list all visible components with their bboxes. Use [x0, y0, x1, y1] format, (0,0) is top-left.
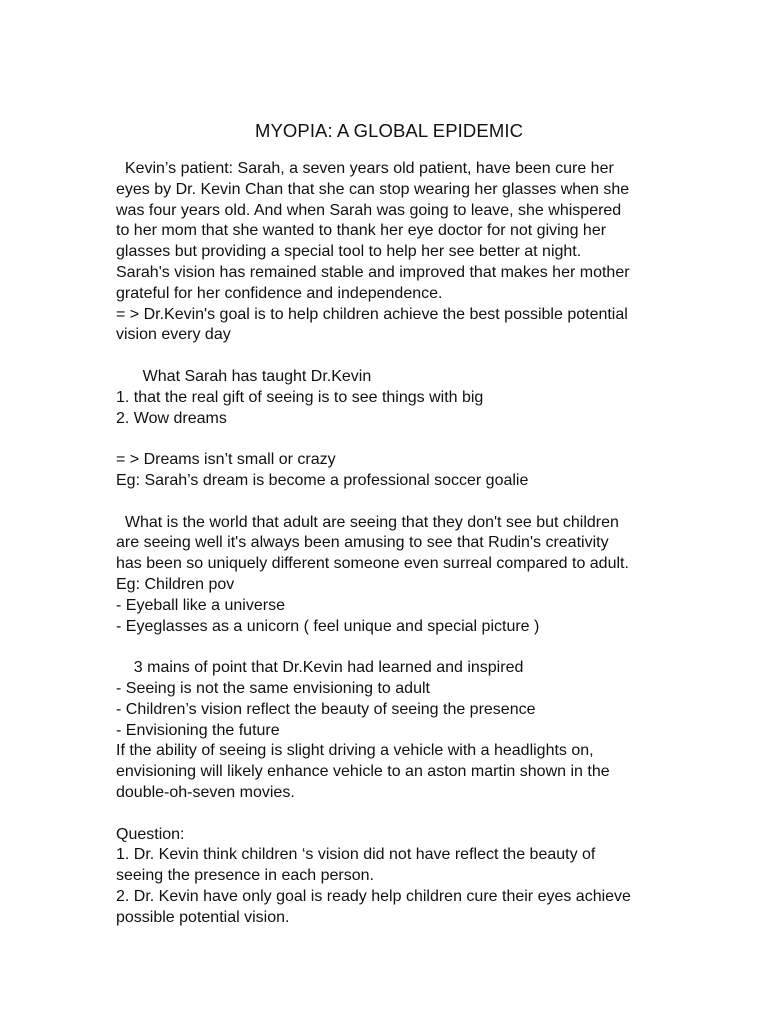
document-body: [116, 159, 656, 928]
text-line: has been so uniquely different someone even surreal compared to adult.: [116, 555, 629, 573]
text-line: 3 mains of point that Dr.Kevin had learned and inspired: [116, 659, 524, 677]
text-line: What Sarah has taught Dr.Kevin: [116, 367, 372, 385]
text-line: was four years old. And when Sarah was going to leave, she whispered: [116, 201, 622, 219]
blank-line: [116, 804, 656, 825]
text-line: = > Dr.Kevin's goal is to help children achieve the best possible potential: [116, 305, 628, 323]
text-line: double-oh-seven movies.: [116, 783, 295, 801]
text-line: - Children’s vision reflect the beauty of seeing the presence: [116, 700, 536, 718]
text-line: eyes by Dr. Kevin Chan that she can stop wearing her glasses when she: [116, 180, 630, 198]
text-line: What is the world that adult are seeing that they don't see but children: [116, 513, 619, 531]
blank-line: [116, 637, 656, 658]
text-line: glasses but providing a special tool to help her see better at night.: [116, 243, 582, 261]
blank-line: [116, 429, 656, 450]
text-line: 2. Wow dreams: [116, 409, 227, 427]
text-line: envisioning will likely enhance vehicle to an aston martin shown in the: [116, 763, 610, 781]
text-line: If the ability of seeing is slight driving a vehicle with a headlights on,: [116, 742, 594, 760]
blank-line: [116, 346, 656, 367]
text-line: - Eyeball like a universe: [116, 596, 285, 614]
blank-line: [116, 492, 656, 513]
text-line: 1. Dr. Kevin think children ‘s vision did not have reflect the beauty of: [116, 846, 596, 864]
text-line: possible potential vision.: [116, 908, 290, 926]
text-line: grateful for her confidence and independence.: [116, 284, 443, 302]
text-line: are seeing well it's always been amusing to see that Rudin's creativity: [116, 534, 609, 552]
text-line: seeing the presence in each person.: [116, 867, 374, 885]
text-line: Question:: [116, 825, 185, 843]
text-line: Eg: Children pov: [116, 575, 235, 593]
document-title: MYOPIA: A GLOBAL EPIDEMIC: [254, 120, 524, 141]
text-line: - Envisioning the future: [116, 721, 280, 739]
text-line: Sarah's vision has remained stable and improved that makes her mother: [116, 263, 630, 281]
text-line: 2. Dr. Kevin have only goal is ready help children cure their eyes achieve: [116, 887, 631, 905]
text-line: - Seeing is not the same envisioning to adult: [116, 679, 430, 697]
text-line: Kevin’s patient: Sarah, a seven years old patient, have been cure her: [116, 160, 614, 177]
text-line: - Eyeglasses as a unicorn ( feel unique and special picture ): [116, 617, 540, 635]
text-line: vision every day: [116, 326, 231, 344]
text-line: to her mom that she wanted to thank her eye doctor for not giving her: [116, 222, 607, 240]
text-line: 1. that the real gift of seeing is to see things with big: [116, 388, 484, 406]
text-line: = > Dreams isn’t small or crazy: [116, 451, 336, 469]
text-line: Eg: Sarah’s dream is become a professional soccer goalie: [116, 471, 529, 489]
